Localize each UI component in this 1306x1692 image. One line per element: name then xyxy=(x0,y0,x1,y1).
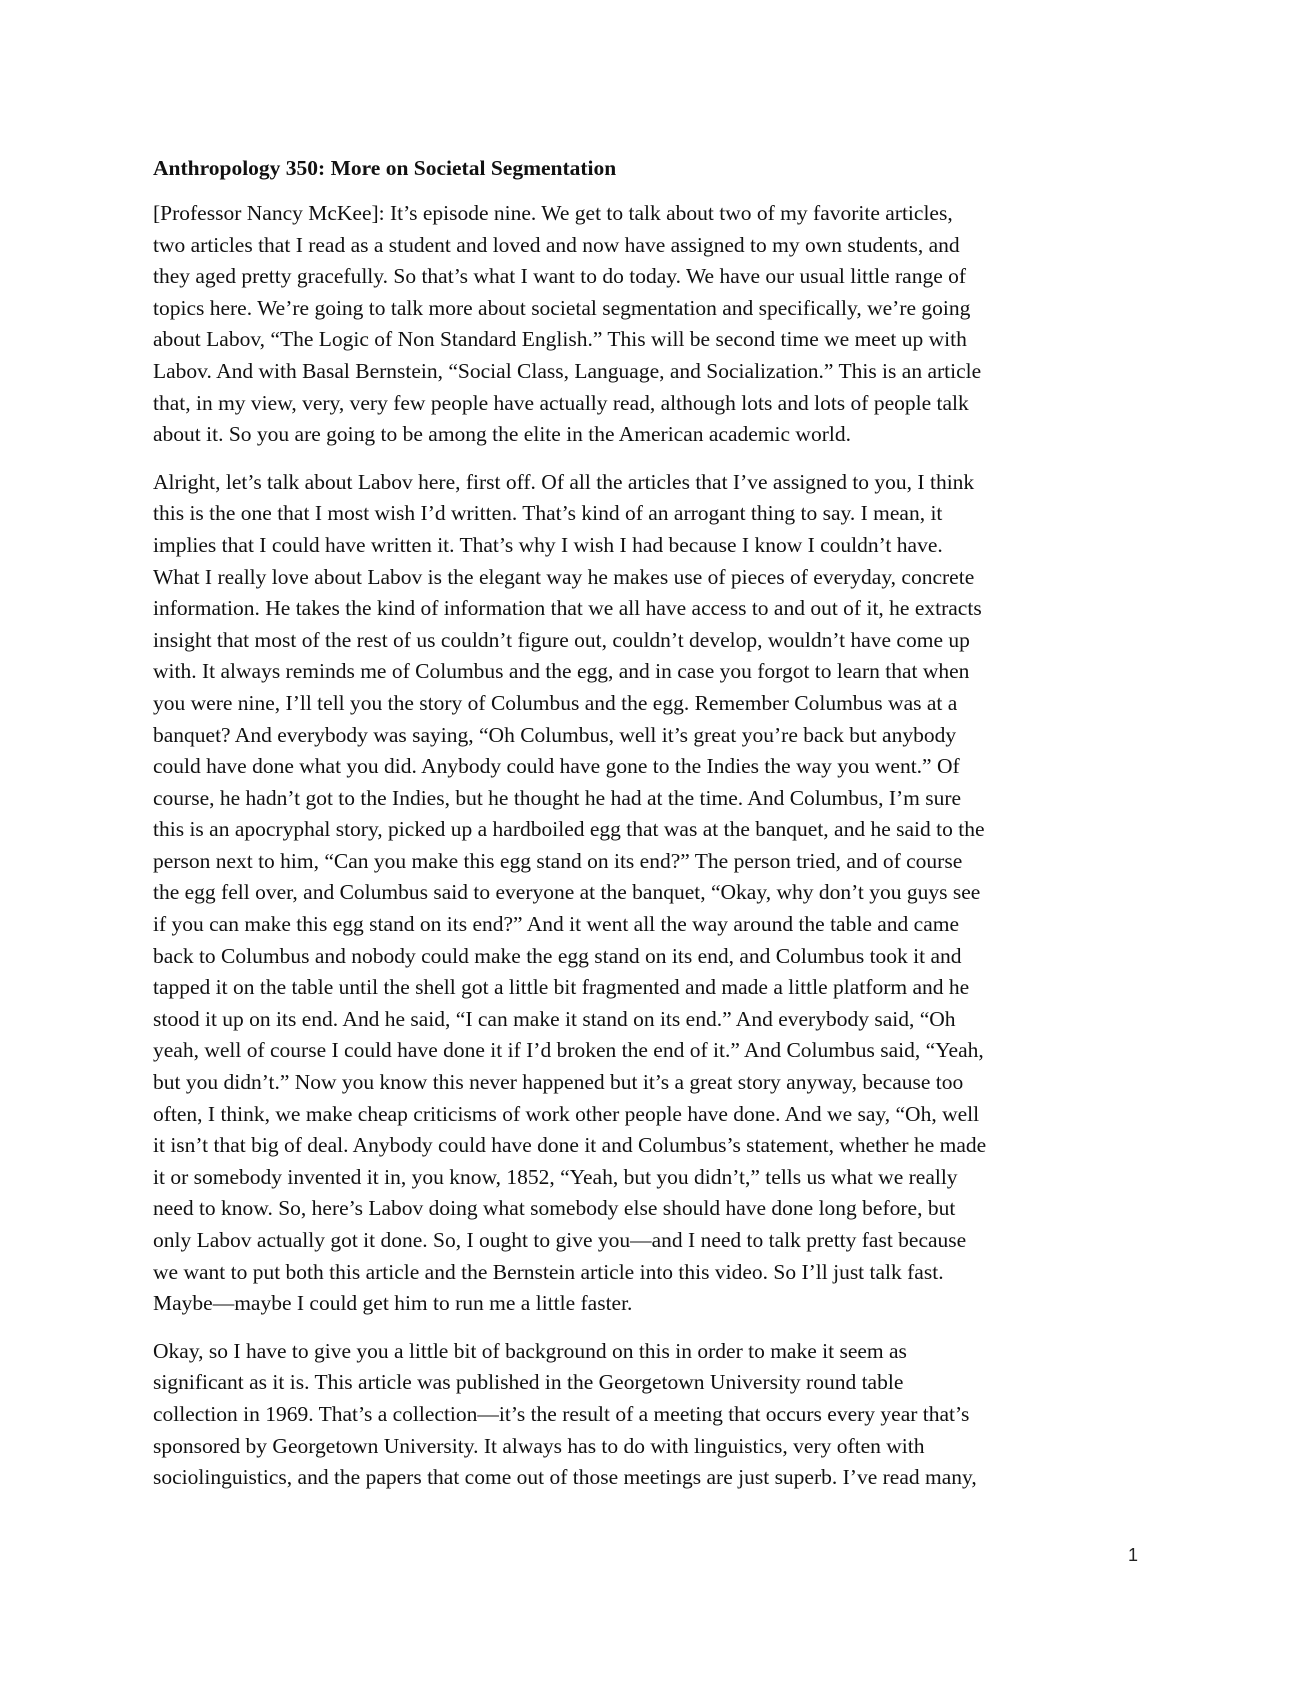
text-line: it isn’t that big of deal. Anybody could have done it and Columbus’s statement, whether he made xyxy=(153,1133,987,1158)
text-line: Labov. And with Basal Bernstein, “Social Class, Language, and Socialization.” This is an article xyxy=(153,358,982,383)
text-line: What I really love about Labov is the elegant way he makes use of pieces of everyday, concrete xyxy=(153,564,975,589)
text-line: back to Columbus and nobody could make the egg stand on its end, and Columbus took it and xyxy=(153,943,962,968)
text-line: significant as it is. This article was published in the Georgetown University round table xyxy=(153,1370,904,1395)
text-line: Okay, so I have to give you a little bit of background on this in order to make it seem as xyxy=(153,1338,907,1363)
text-line: two articles that I read as a student and loved and now have assigned to my own students, and xyxy=(153,232,960,257)
text-line: about Labov, “The Logic of Non Standard English.” This will be second time we meet up with xyxy=(153,327,967,352)
text-line: tapped it on the table until the shell got a little bit fragmented and made a little platform and he xyxy=(153,975,970,1000)
text-line: they aged pretty gracefully. So that’s what I want to do today. We have our usual little range of xyxy=(153,264,967,289)
text-line: could have done what you did. Anybody could have gone to the Indies the way you went.” Of xyxy=(153,754,960,779)
text-line: topics here. We’re going to talk more about societal segmentation and specifically, we’re going xyxy=(153,295,971,320)
text-line: only Labov actually got it done. So, I ought to give you—and I need to talk pretty fast because xyxy=(153,1228,967,1252)
text-line: Maybe—maybe I could get him to run me a little faster. xyxy=(153,1291,633,1316)
text-line: insight that most of the rest of us couldn’t figure out, couldn’t develop, wouldn’t have come up xyxy=(153,627,970,652)
text-line: about it. So you are going to be among the elite in the American academic world. xyxy=(153,422,851,447)
document-title: Anthropology 350: More on Societal Segmentation xyxy=(153,156,617,180)
text-line: [Professor Nancy McKee]: It’s episode nine. We get to talk about two of my favorite articles, xyxy=(153,201,953,225)
text-line: the egg fell over, and Columbus said to everyone at the banquet, “Okay, why don’t you guys see xyxy=(153,880,981,905)
text-line: banquet? And everybody was saying, “Oh Columbus, well it’s great you’re back but anybody xyxy=(153,722,957,747)
body-paragraph xyxy=(153,1336,1153,1494)
text-line: if you can make this egg stand on its end?” And it went all the way around the table and came xyxy=(153,912,960,937)
body-paragraph xyxy=(153,198,1153,451)
text-line: you were nine, I’ll tell you the story of Columbus and the egg. Remember Columbus was at a xyxy=(153,690,958,715)
text-line: with. It always reminds me of Columbus and the egg, and in case you forgot to learn that when xyxy=(153,659,970,684)
text-line: person next to him, “Can you make this egg stand on its end?” The person tried, and of course xyxy=(153,848,963,873)
text-line: sponsored by Georgetown University. It always has to do with linguistics, very often with xyxy=(153,1433,925,1458)
text-line: we want to put both this article and the Bernstein article into this video. So I’ll just talk fast. xyxy=(153,1259,944,1284)
text-line: need to know. So, here’s Labov doing what somebody else should have done long before, but xyxy=(153,1196,956,1221)
text-line: stood it up on its end. And he said, “I can make it stand on its end.” And everybody said, “Oh xyxy=(153,1006,956,1031)
text-line: Alright, let’s talk about Labov here, first off. Of all the articles that I’ve assigned to you, I think xyxy=(153,469,975,494)
text-line: collection in 1969. That’s a collection—it’s the result of a meeting that occurs every year that’s xyxy=(153,1401,970,1426)
text-line: course, he hadn’t got to the Indies, but he thought he had at the time. And Columbus, I’m sure xyxy=(153,785,962,810)
body-paragraph xyxy=(153,467,1153,1320)
text-line: but you didn’t.” Now you know this never happened but it’s a great story anyway, because too xyxy=(153,1070,964,1095)
text-line: it or somebody invented it in, you know, 1852, “Yeah, but you didn’t,” tells us what we really xyxy=(153,1164,958,1189)
text-line: implies that I could have written it. That’s why I wish I had because I know I couldn’t have. xyxy=(153,532,943,557)
text-line: information. He takes the kind of information that we all have access to and out of it, he extracts xyxy=(153,596,982,621)
text-line: often, I think, we make cheap criticisms of work other people have done. And we say, “Oh, well xyxy=(153,1101,980,1126)
paragraph-list xyxy=(153,198,1153,1494)
text-line: this is an apocryphal story, picked up a hardboiled egg that was at the banquet, and he said to the xyxy=(153,817,985,842)
text-line: that, in my view, very, very few people have actually read, although lots and lots of people talk xyxy=(153,390,969,415)
text-line: yeah, well of course I could have done it if I’d broken the end of it.” And Columbus said, “Yeah, xyxy=(153,1038,984,1063)
text-line: this is the one that I most wish I’d written. That’s kind of an arrogant thing to say. I mean, it xyxy=(153,501,943,526)
page-number: 1 xyxy=(1128,1545,1139,1565)
text-line: sociolinguistics, and the papers that come out of those meetings are just superb. I’ve read many, xyxy=(153,1465,977,1490)
page-content xyxy=(153,152,1153,1510)
